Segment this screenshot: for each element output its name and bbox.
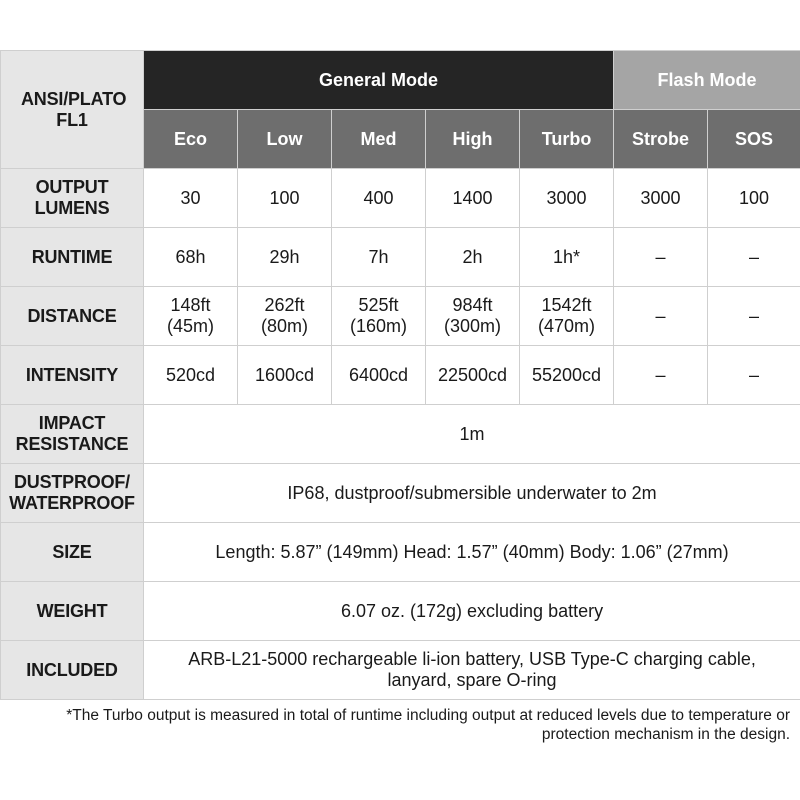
row-included	[1, 641, 800, 700]
mode-low: Low	[238, 110, 332, 169]
distance-ft: –	[655, 305, 666, 326]
corner-label-cell	[1, 51, 144, 169]
distance-m: (80m)	[260, 316, 308, 336]
runtime-turbo: 1h*	[520, 228, 614, 287]
row-label-weight: WEIGHT	[1, 582, 144, 641]
distance-ft: 148ft	[170, 295, 211, 315]
header-row-groups	[1, 51, 800, 110]
intensity-med: 6400cd	[332, 346, 426, 405]
row-size	[1, 523, 800, 582]
general-mode-header: General Mode	[144, 51, 614, 110]
distance-low	[238, 287, 332, 346]
distance-m: (470m)	[538, 316, 596, 336]
row-label-size: SIZE	[1, 523, 144, 582]
flash-mode-header: Flash Mode	[614, 51, 800, 110]
row-label-impact: IMPACT RESISTANCE	[1, 405, 144, 464]
row-intensity	[1, 346, 800, 405]
row-label-waterproof: DUSTPROOF/ WATERPROOF	[1, 464, 144, 523]
distance-m: (160m)	[349, 316, 407, 336]
row-label-output: OUTPUT LUMENS	[1, 169, 144, 228]
mode-med: Med	[332, 110, 426, 169]
size-value: Length: 5.87” (149mm) Head: 1.57” (40mm) Body: 1.06” (27mm)	[144, 523, 800, 582]
distance-ft: –	[749, 305, 760, 326]
runtime-sos: –	[708, 228, 800, 287]
runtime-eco: 68h	[144, 228, 238, 287]
distance-med	[332, 287, 426, 346]
corner-label: ANSI/PLATO FL1	[21, 88, 127, 130]
mode-strobe: Strobe	[614, 110, 708, 169]
distance-m: (45m)	[166, 316, 214, 336]
row-output-lumens	[1, 169, 800, 228]
row-waterproof	[1, 464, 800, 523]
weight-value: 6.07 oz. (172g) excluding battery	[144, 582, 800, 641]
output-turbo: 3000	[520, 169, 614, 228]
footnote	[20, 706, 790, 744]
output-med: 400	[332, 169, 426, 228]
distance-ft: 525ft	[358, 295, 399, 315]
runtime-strobe: –	[614, 228, 708, 287]
runtime-med: 7h	[332, 228, 426, 287]
intensity-turbo: 55200cd	[520, 346, 614, 405]
distance-ft: 262ft	[264, 295, 305, 315]
distance-eco	[144, 287, 238, 346]
distance-ft: 1542ft	[541, 295, 592, 315]
included-value: ARB-L21-5000 rechargeable li-ion battery, USB Type-C charging cable, lanyard, spare O-ring	[144, 641, 800, 700]
runtime-low: 29h	[238, 228, 332, 287]
output-high: 1400	[426, 169, 520, 228]
output-eco: 30	[144, 169, 238, 228]
mode-turbo: Turbo	[520, 110, 614, 169]
spec-table	[0, 50, 800, 700]
intensity-eco: 520cd	[144, 346, 238, 405]
output-sos: 100	[708, 169, 800, 228]
intensity-strobe: –	[614, 346, 708, 405]
distance-m: (300m)	[443, 316, 501, 336]
mode-sos: SOS	[708, 110, 800, 169]
output-strobe: 3000	[614, 169, 708, 228]
distance-high	[426, 287, 520, 346]
row-impact-resistance	[1, 405, 800, 464]
row-label-included: INCLUDED	[1, 641, 144, 700]
row-weight	[1, 582, 800, 641]
distance-strobe	[614, 287, 708, 346]
row-label-intensity: INTENSITY	[1, 346, 144, 405]
row-runtime	[1, 228, 800, 287]
intensity-sos: –	[708, 346, 800, 405]
row-label-distance: DISTANCE	[1, 287, 144, 346]
mode-high: High	[426, 110, 520, 169]
mode-eco: Eco	[144, 110, 238, 169]
distance-ft: 984ft	[452, 295, 493, 315]
distance-sos	[708, 287, 800, 346]
intensity-high: 22500cd	[426, 346, 520, 405]
row-label-runtime: RUNTIME	[1, 228, 144, 287]
distance-turbo	[520, 287, 614, 346]
impact-value: 1m	[144, 405, 800, 464]
waterproof-value: IP68, dustproof/submersible underwater to 2m	[144, 464, 800, 523]
runtime-high: 2h	[426, 228, 520, 287]
output-low: 100	[238, 169, 332, 228]
footnote-line1: *The Turbo output is measured in total of runtime including output at reduced levels due to temperature or	[66, 707, 790, 724]
intensity-low: 1600cd	[238, 346, 332, 405]
row-distance	[1, 287, 800, 346]
footnote-line2: protection mechanism in the design.	[541, 726, 790, 743]
